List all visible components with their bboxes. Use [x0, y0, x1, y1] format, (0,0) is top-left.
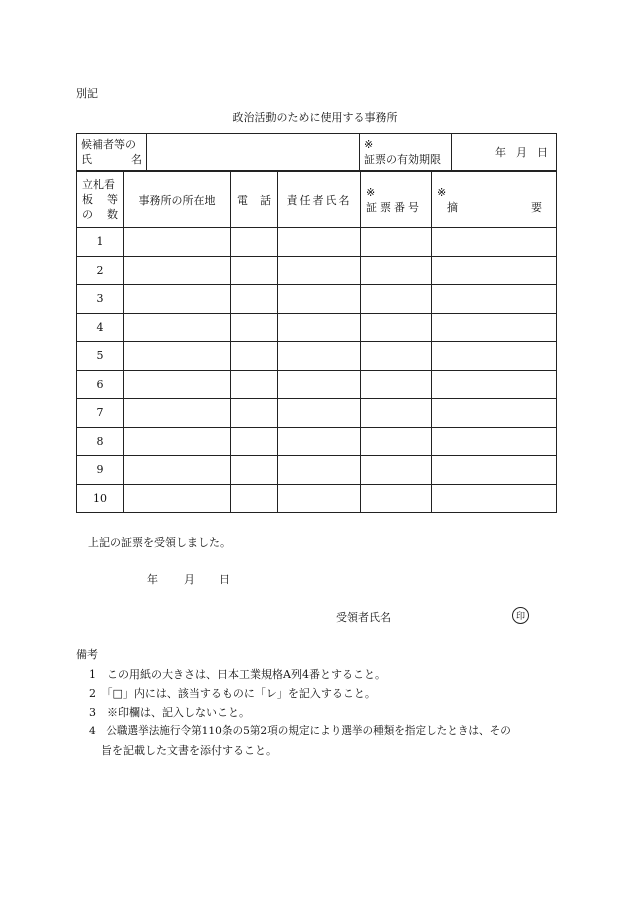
validity-label-cell: [360, 134, 452, 171]
manager-cell[interactable]: [278, 228, 361, 257]
address-cell[interactable]: [124, 370, 231, 399]
phone-cell[interactable]: [231, 484, 278, 513]
table-row: [77, 256, 557, 285]
table-row: [77, 399, 557, 428]
col-manager: [278, 172, 361, 228]
receiver-label: 受領者氏名: [336, 611, 391, 624]
validity-year: 年: [495, 146, 506, 159]
receipt-statement: 上記の証票を受領しました。: [88, 536, 231, 549]
manager-cell[interactable]: [278, 399, 361, 428]
address-cell[interactable]: [124, 427, 231, 456]
col-phone-a: 電: [237, 193, 248, 207]
col-phone: [231, 172, 278, 228]
col-count: [77, 172, 124, 228]
appendix-label: 別記: [76, 87, 98, 100]
phone-cell[interactable]: [231, 313, 278, 342]
candidate-label-cell: [77, 134, 147, 171]
phone-cell[interactable]: [231, 285, 278, 314]
cert-number-cell[interactable]: [361, 427, 432, 456]
candidate-name-field[interactable]: [147, 134, 360, 171]
cert-number-cell[interactable]: [361, 285, 432, 314]
manager-cell[interactable]: [278, 370, 361, 399]
row-number: 9: [77, 456, 124, 485]
row-number: 3: [77, 285, 124, 314]
table-row: [77, 370, 557, 399]
manager-cell[interactable]: [278, 484, 361, 513]
candidate-label-b: 名: [131, 153, 142, 166]
cert-number-cell[interactable]: [361, 256, 432, 285]
note-item-4-continuation: 旨を記載した文書を添付すること。: [101, 744, 277, 757]
note-item-3: 3 ※印欄は、記入しないこと。: [89, 706, 250, 719]
row-number: 10: [77, 484, 124, 513]
row-number: 7: [77, 399, 124, 428]
col-summary: [432, 172, 557, 228]
table-row: [77, 484, 557, 513]
col-address-label: 事務所の所在地: [138, 193, 216, 207]
row-number: 1: [77, 228, 124, 257]
row-number: 5: [77, 342, 124, 371]
seal-mark: [512, 607, 529, 624]
summary-cell[interactable]: [432, 313, 557, 342]
note-item-1: 1 この用紙の大きさは、日本工業規格A列4番とすること。: [89, 668, 386, 681]
table-row: [77, 342, 557, 371]
address-cell[interactable]: [124, 456, 231, 485]
manager-cell[interactable]: [278, 456, 361, 485]
phone-cell[interactable]: [231, 228, 278, 257]
validity-month: 月: [516, 146, 527, 159]
table-row: [77, 456, 557, 485]
cert-number-cell[interactable]: [361, 228, 432, 257]
phone-cell[interactable]: [231, 427, 278, 456]
col-count-a: 板: [82, 193, 93, 206]
table-row: [77, 285, 557, 314]
validity-mark: ※: [364, 138, 374, 151]
cert-number-cell[interactable]: [361, 399, 432, 428]
summary-cell[interactable]: [432, 370, 557, 399]
phone-cell[interactable]: [231, 370, 278, 399]
col-count-d: 数: [107, 208, 118, 221]
seal-circle: 印: [512, 607, 529, 624]
cert-number-cell[interactable]: [361, 484, 432, 513]
manager-cell[interactable]: [278, 427, 361, 456]
col-count-c: の: [82, 208, 93, 221]
address-cell[interactable]: [124, 256, 231, 285]
address-cell[interactable]: [124, 342, 231, 371]
address-cell[interactable]: [124, 285, 231, 314]
validity-day: 日: [537, 146, 548, 159]
manager-cell[interactable]: [278, 256, 361, 285]
col-phone-b: 話: [260, 193, 271, 207]
manager-cell[interactable]: [278, 342, 361, 371]
note-item-4: 4 公職選挙法施行令第110条の5第2項の規定により選挙の種類を指定したときは、その: [89, 725, 511, 737]
candidate-label-line1: 候補者等の: [81, 138, 136, 151]
phone-cell[interactable]: [231, 342, 278, 371]
cert-number-cell[interactable]: [361, 342, 432, 371]
table-row: [77, 228, 557, 257]
col-address: [124, 172, 231, 228]
col-count-b: 等: [107, 193, 118, 206]
summary-cell[interactable]: [432, 427, 557, 456]
validity-date-field[interactable]: [452, 134, 557, 171]
col-summary-mark: ※: [437, 185, 447, 199]
col-summary-b: 要: [531, 200, 542, 214]
phone-cell[interactable]: [231, 256, 278, 285]
office-table: [76, 171, 557, 513]
summary-cell[interactable]: [432, 228, 557, 257]
phone-cell[interactable]: [231, 399, 278, 428]
row-number: 2: [77, 256, 124, 285]
phone-cell[interactable]: [231, 456, 278, 485]
table-header-row: [77, 172, 557, 228]
summary-cell[interactable]: [432, 484, 557, 513]
address-cell[interactable]: [124, 399, 231, 428]
col-manager-label: 責任者氏名: [286, 193, 352, 207]
summary-cell[interactable]: [432, 285, 557, 314]
note-item-2: 2 「□」内には、該当するものに「レ」を記入すること。: [89, 687, 376, 700]
candidate-label-a: 氏: [81, 153, 92, 166]
summary-cell[interactable]: [432, 456, 557, 485]
col-summary-a: 摘: [447, 200, 458, 214]
summary-cell[interactable]: [432, 342, 557, 371]
row-number: 6: [77, 370, 124, 399]
manager-cell[interactable]: [278, 285, 361, 314]
table-row: [77, 313, 557, 342]
cert-number-cell[interactable]: [361, 313, 432, 342]
address-cell[interactable]: [124, 484, 231, 513]
receipt-year: 年: [147, 573, 158, 586]
validity-label: 証票の有効期限: [364, 153, 441, 166]
manager-cell[interactable]: [278, 313, 361, 342]
candidate-table: [76, 133, 557, 171]
cert-number-cell[interactable]: [361, 456, 432, 485]
row-number: 8: [77, 427, 124, 456]
col-count-line1: 立札看: [82, 178, 115, 191]
table-row: [77, 427, 557, 456]
notes-heading: 備考: [76, 648, 98, 661]
col-cert-label: 証票番号: [366, 200, 422, 214]
cert-number-cell[interactable]: [361, 370, 432, 399]
col-cert-mark: ※: [366, 185, 376, 199]
address-cell[interactable]: [124, 228, 231, 257]
receipt-month: 月: [184, 573, 195, 586]
summary-cell[interactable]: [432, 399, 557, 428]
address-cell[interactable]: [124, 313, 231, 342]
col-cert: [361, 172, 432, 228]
receipt-day: 日: [219, 573, 230, 586]
summary-cell[interactable]: [432, 256, 557, 285]
row-number: 4: [77, 313, 124, 342]
page-title: 政治活動のために使用する事務所: [232, 111, 398, 124]
